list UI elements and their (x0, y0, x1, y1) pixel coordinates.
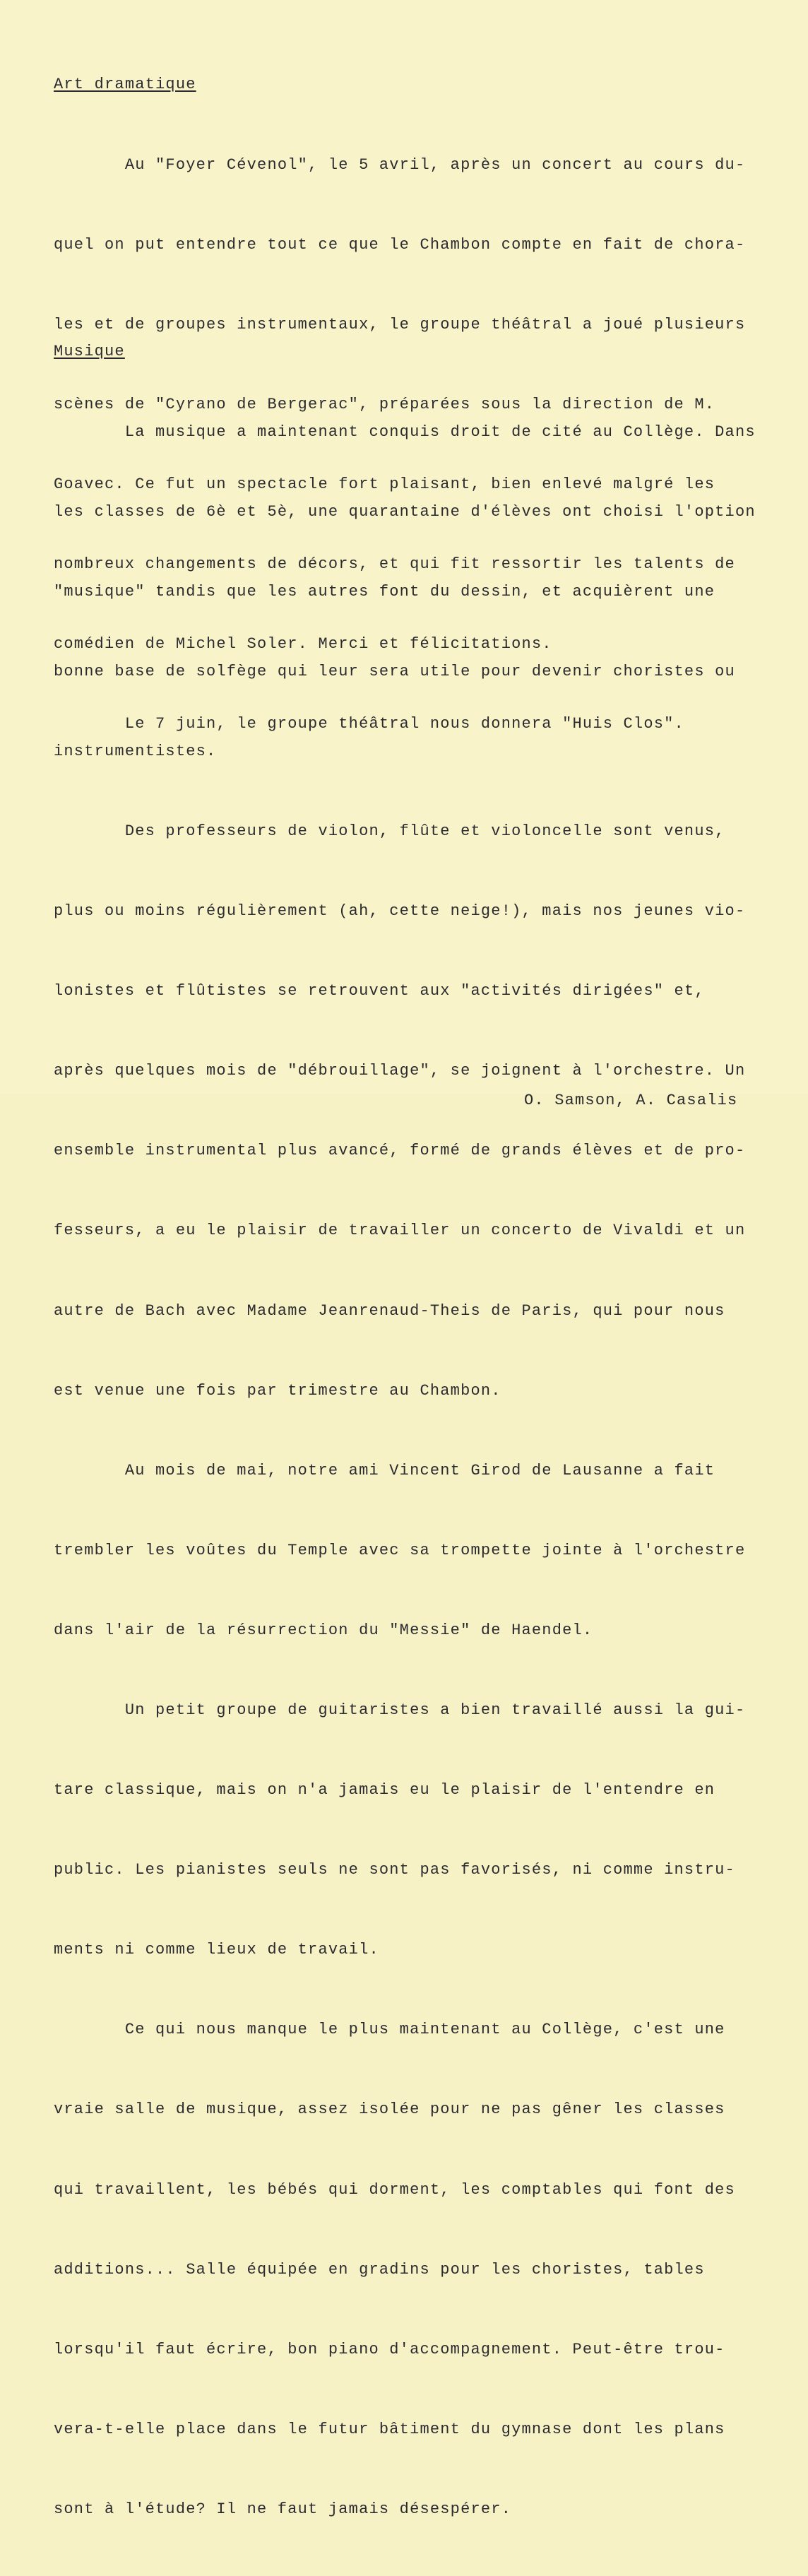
text-line: Des professeurs de violon, flûte et violoncelle sont venus, (54, 822, 725, 840)
text-line: les classes de 6è et 5è, une quarantaine d'élèves ont choisi l'option (54, 502, 756, 521)
heading-musique: Musique (54, 343, 125, 361)
text-line: fesseurs, a eu le plaisir de travailler un concerto de Vivaldi et un (54, 1222, 746, 1240)
text-line: instrumentistes. (54, 742, 217, 760)
text-line: vraie salle de musique, assez isolée pour ne pas gêner les classes (54, 2101, 725, 2119)
text-line: autre de Bach avec Madame Jeanrenaud-Theis de Paris, qui pour nous (54, 1301, 725, 1320)
text-line: Le 7 juin, le groupe théâtral nous donnera "Huis Clos". (54, 715, 684, 733)
text-line: plus ou moins régulièrement (ah, cette neige!), mais nos jeunes vio- (54, 902, 746, 921)
text-line: est venue une fois par trimestre au Chambon. (54, 1381, 501, 1400)
text-line: sont à l'étude? Il ne faut jamais désespérer. (54, 2500, 512, 2518)
text-line: tare classique, mais on n'a jamais eu le plaisir de l'entendre en (54, 1781, 715, 1800)
text-line: lonistes et flûtistes se retrouvent aux "activités dirigées" et, (54, 982, 705, 1000)
text-line: "musique" tandis que les autres font du dessin, et acquièrent une (54, 582, 715, 601)
text-line: additions... Salle équipée en gradins pour les choristes, tables (54, 2260, 705, 2279)
text-line: ments ni comme lieux de travail. (54, 1941, 379, 1959)
text-line: dans l'air de la résurrection du "Messie" de Haendel. (54, 1621, 593, 1639)
text-line: comédien de Michel Soler. Merci et félicitations. (54, 635, 552, 654)
heading-art-dramatique: Art dramatique (54, 76, 196, 94)
section-musique (54, 285, 788, 2576)
text-line: bonne base de solfège qui leur sera utile pour devenir choristes ou (54, 662, 735, 680)
text-line: nombreux changements de décors, et qui fit ressortir les talents de (54, 555, 735, 573)
text-line: les et de groupes instrumentaux, le groupe théâtral a joué plusieurs (54, 315, 746, 333)
text-line: qui travaillent, les bébés qui dorment, les comptables qui font des (54, 2180, 735, 2199)
text-line: scènes de "Cyrano de Bergerac", préparées sous la direction de M. (54, 395, 715, 413)
text-line: public. Les pianistes seuls ne sont pas favorisés, ni comme instru- (54, 1861, 735, 1879)
text-line: lorsqu'il faut écrire, bon piano d'accompagnement. Peut-être trou- (54, 2340, 725, 2358)
text-line: Au mois de mai, notre ami Vincent Girod de Lausanne a fait (54, 1461, 715, 1479)
signature: O. Samson, A. Casalis (524, 1092, 738, 1110)
text-line: Ce qui nous manque le plus maintenant au Collège, c'est une (54, 2021, 725, 2039)
text-line: Goavec. Ce fut un spectacle fort plaisant, bien enlevé malgré les (54, 475, 715, 493)
text-line: Au "Foyer Cévenol", le 5 avril, après un concert au cours du- (54, 155, 746, 174)
text-line: Un petit groupe de guitaristes a bien travaillé aussi la gui- (54, 1701, 746, 1719)
text-line: ensemble instrumental plus avancé, formé de grands élèves et de pro- (54, 1142, 746, 1160)
text-line: trembler les voûtes du Temple avec sa trompette jointe à l'orchestre (54, 1541, 746, 1559)
text-line: La musique a maintenant conquis droit de cité au Collège. Dans (54, 423, 756, 441)
signature-block (524, 1034, 764, 1168)
text-line: quel on put entendre tout ce que le Chambon compte en fait de chora- (54, 235, 746, 254)
text-line: après quelques mois de "débrouillage", se joignent à l'orchestre. Un (54, 1062, 746, 1080)
text-line: vera-t-elle place dans le futur bâtiment du gymnase dont les plans (54, 2420, 725, 2438)
